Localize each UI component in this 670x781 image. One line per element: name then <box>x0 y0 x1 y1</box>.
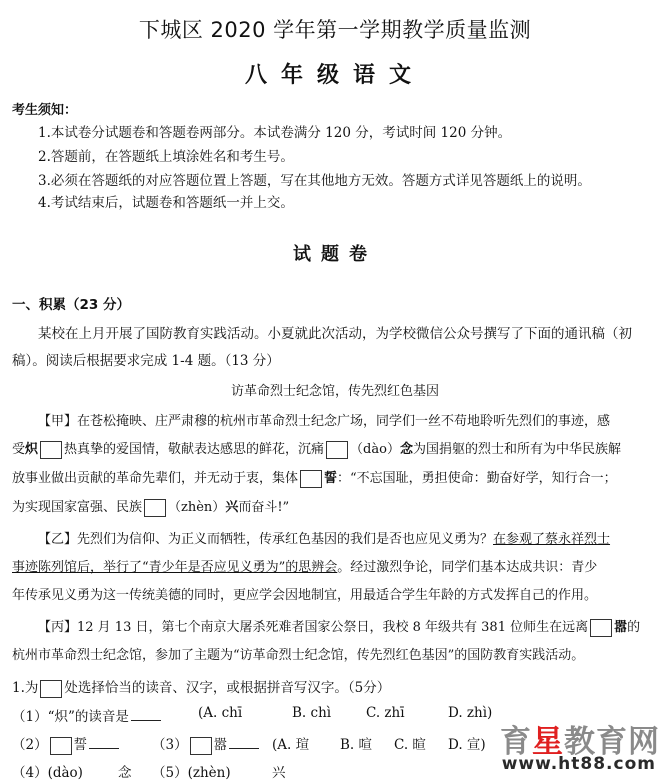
text: 为实现国家富强、民族 <box>12 500 143 515</box>
paragraph-jia-line <box>12 496 289 517</box>
target-char: 炽 <box>25 442 39 457</box>
sub-question-4: （4）(dào) <box>12 765 83 781</box>
blank-box <box>40 680 62 698</box>
pinyin: （zhèn） <box>168 500 226 515</box>
option: C. 暄 <box>394 737 426 753</box>
target-char: 念 <box>399 442 413 457</box>
blank-box <box>326 441 348 459</box>
text: ：“不忘国耻，勇担使命：勤奋好学，知行合一； <box>337 471 617 486</box>
text: （1）“炽”的读音是 <box>12 709 129 725</box>
target-char: 念 <box>118 765 132 781</box>
option: (A. chī <box>198 705 243 721</box>
blank-box <box>40 441 62 459</box>
answer-blank[interactable] <box>89 735 119 749</box>
target-char: 嚣 <box>614 620 628 635</box>
text: 的 <box>627 620 641 635</box>
watermark-url: www.ht88.com <box>501 754 656 774</box>
blank-box <box>590 619 612 637</box>
target-char: 兴 <box>272 765 286 781</box>
brand-text: 育 <box>500 724 532 760</box>
paragraph-yi-line <box>12 556 597 575</box>
option: (A. 瑄 <box>272 737 310 753</box>
blank-box <box>190 737 212 755</box>
option: B. 喧 <box>340 737 373 753</box>
brand-text: 教育网 <box>564 724 660 760</box>
sub-question-1 <box>12 705 163 725</box>
text: 1.为 <box>12 680 39 696</box>
sub-question-2 <box>12 733 121 755</box>
paragraph-jia-line: 【甲】在苍松掩映、庄严肃穆的杭州市革命烈士纪念广场，同学们一丝不苟地聆听先烈们的事迹，感 <box>38 414 611 429</box>
notice-item: 1.本试卷分试题卷和答题卷两部分。本试卷满分 120 分，考试时间 120 分钟。 <box>38 125 512 141</box>
answer-blank[interactable] <box>131 707 161 721</box>
option: D. 宣) <box>448 737 486 753</box>
option: D. zhì) <box>448 705 493 721</box>
brand-star-text: 星 <box>532 724 564 760</box>
intro-line: 某校在上月开展了国防教育实践活动。小夏就此次活动，为学校微信公众号撰写了下面的通讯稿（初 <box>38 326 632 342</box>
sub-question-3 <box>152 733 261 755</box>
text: 而奋斗!” <box>238 500 290 515</box>
article-title: 访革命烈士纪念馆，传先烈红色基因 <box>230 384 439 399</box>
underlined-text: 在参观了蔡永祥烈士 <box>493 532 611 547</box>
paragraph-bing-line: 杭州市革命烈士纪念馆，参加了主题为“访革命烈士纪念馆，传先烈红色基因”的国防教育实践活动。 <box>12 648 585 663</box>
pinyin: （dào） <box>350 442 400 457</box>
blank-box <box>144 499 166 517</box>
text: 。经过激烈争论，同学们基本达成共识：青少 <box>337 560 598 575</box>
target-char: 誓 <box>73 737 88 753</box>
exam-subtitle: 八年级语文 <box>244 63 425 88</box>
answer-blank[interactable] <box>229 735 259 749</box>
blank-box <box>50 737 72 755</box>
text: 放事业做出贡献的革命先辈们，并无动于衷，集体 <box>12 471 299 486</box>
section-title: 试题卷 <box>293 244 377 265</box>
paragraph-bing-line <box>38 616 640 637</box>
option: C. zhī <box>366 705 405 721</box>
text: （2） <box>12 737 48 753</box>
text: 热真挚的爱国情，敬献表达感思的鲜花，沉痛 <box>64 442 325 457</box>
paragraph-yi-line: 年传承见义勇为这一传统美德的同时，更应学会因地制宜，用最适合学生年龄的方式发挥自己的作用。 <box>12 588 598 603</box>
sub-question-5: （5）(zhèn) <box>152 765 231 781</box>
paragraph-jia-line <box>12 467 617 488</box>
target-char: 兴 <box>225 500 239 515</box>
target-char: 誓 <box>324 471 338 486</box>
notice-item: 3.必须在答题纸的对应答题位置上答题，写在其他地方无效。答题方式详见答题纸上的说明。 <box>38 173 591 189</box>
exam-title: 下城区 2020 学年第一学期教学质量监测 <box>138 18 532 42</box>
paragraph-yi-line <box>38 528 610 547</box>
watermark-logo <box>474 716 664 772</box>
text: 【丙】12 月 13 日，第七个南京大屠杀死难者国家公祭日，我校 8 年级共有 381 位师生在远离 <box>38 620 589 635</box>
text: 处选择恰当的读音、汉字，或根据拼音写汉字。（5分） <box>64 680 391 696</box>
text: （3） <box>152 737 188 753</box>
paragraph-jia-line <box>12 438 621 459</box>
option: B. chì <box>292 705 332 721</box>
text: 为国捐躯的烈士和所有为中华民族解 <box>412 442 621 457</box>
notice-heading: 考生须知： <box>12 103 78 118</box>
text: 【乙】先烈们为信仰、为正义而牺牲，传承红色基因的我们是否也应见义勇为？ <box>38 532 494 547</box>
target-char: 嚣 <box>213 737 228 753</box>
underlined-text: 事迹陈列馆后，举行了“青少年是否应见义勇为”的思辨会 <box>12 560 338 575</box>
notice-item: 4.考试结束后，试题卷和答题纸一并上交。 <box>38 195 294 211</box>
question-stem <box>12 676 390 698</box>
notice-item: 2.答题前，在答题纸上填涂姓名和考生号。 <box>38 149 294 165</box>
blank-box <box>300 470 322 488</box>
intro-line: 稿）。阅读后根据要求完成 1-4 题。（13 分） <box>12 353 280 369</box>
part-heading: 一、积累（23 分） <box>12 297 130 313</box>
text: 受 <box>12 442 26 457</box>
